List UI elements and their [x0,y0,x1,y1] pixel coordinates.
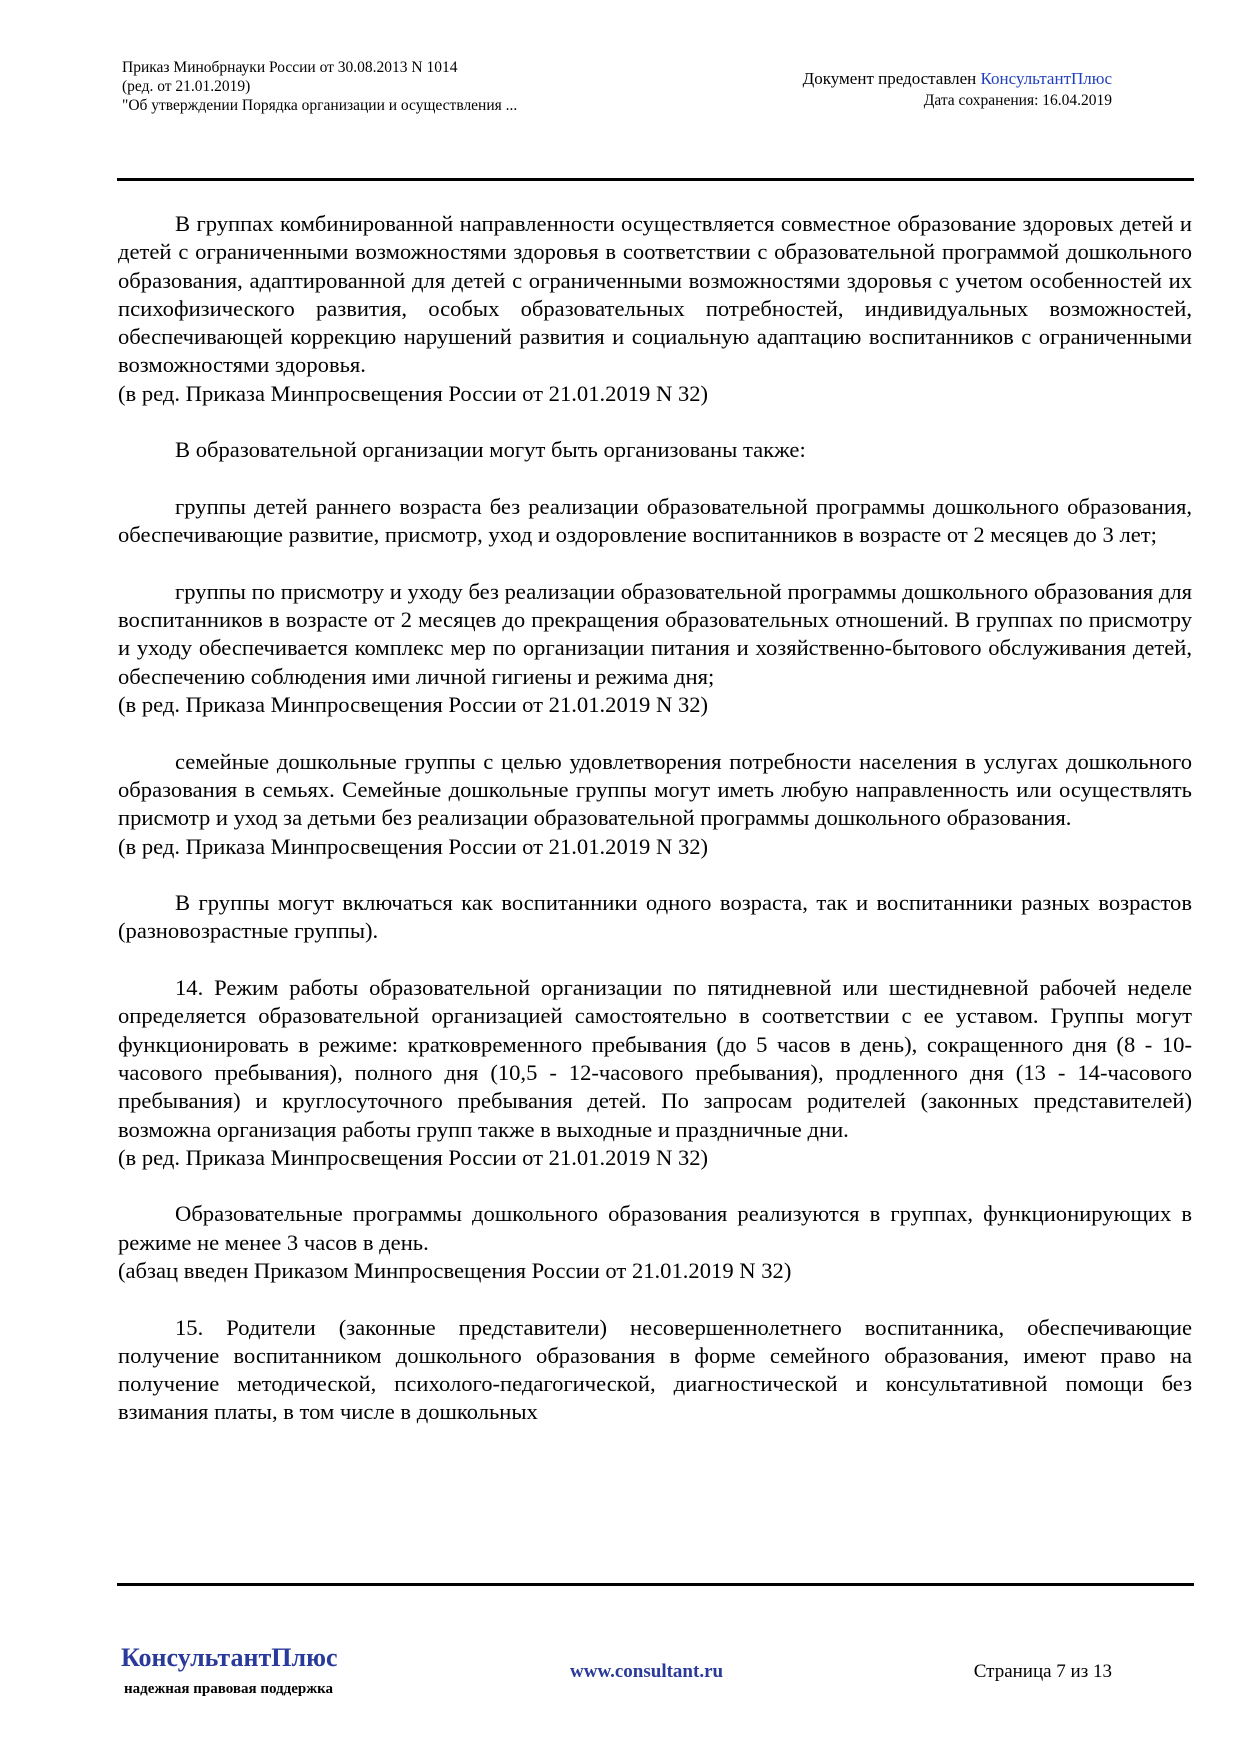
paragraph-combined-groups: В группах комбинированной направленности осуществляется совместное образование здоровых детей и детей с ограниченными возможностями здоровья в соответствии с образовательной программой дошкольного образования, адаптированной для детей с ограниченными возможностями здоровья с учетом особенностей их психофизического развития, особых образовательных потребностей, индивидуальных возможностей, обеспечивающей коррекцию нарушений развития и социальную адаптацию воспитанников с ограниченными возможностями здоровья. [118,211,1192,378]
paragraph-early-age-groups: группы детей раннего возраста без реализации образовательной программы дошкольного образования, обеспечивающие развитие, присмотр, уход и оздоровление воспитанников в возрасте от 2 месяцев до 3 лет; [118,493,1192,548]
header-order-title: Приказ Минобрнауки России от 30.08.2013 N 1014 [122,59,458,76]
provided-by-label: Документ предоставлен [802,69,981,88]
footer-brand-logo: КонсультантПлюс [121,1643,338,1672]
revision-note: (абзац введен Приказом Минпросвещения России от 21.01.2019 N 32) [118,1257,792,1283]
paragraph-15-parents: 15. Родители (законные представители) несовершеннолетнего воспитанника, обеспечивающие получение воспитанником дошкольного образования в форме семейного образования, имеют право на получение методической, психолого-педагогической, диагностической и консультативной помощи без взимания платы, в том числе в дошкольных [118,1314,1192,1425]
header-revision: (ред. от 21.01.2019) [122,78,251,95]
paragraph-care-groups: группы по присмотру и уходу без реализации образовательной программы дошкольного образования для воспитанников в возрасте от 2 месяцев до прекращения образовательных отношений. В группах по присмотру и уходу обеспечивается комплекс мер по организации питания и хозяйственно-бытового обслуживания детей, обеспечению соблюдения ими личной гигиены и режима дня; [118,578,1192,689]
paragraph-programs-duration: Образовательные программы дошкольного образования реализуются в группах, функционирующих в режиме не менее 3 часов в день. [118,1201,1192,1255]
provider-header [803,68,1112,112]
footer-divider [117,1583,1194,1586]
paragraph-groups-intro: В образовательной организации могут быть организованы также: [175,437,806,463]
header-divider [117,178,1194,181]
revision-note: (в ред. Приказа Минпросвещения России от 21.01.2019 N 32) [118,692,709,718]
document-body [118,210,1192,1427]
revision-note: (в ред. Приказа Минпросвещения России от 21.01.2019 N 32) [118,1144,709,1170]
revision-note: (в ред. Приказа Минпросвещения России от 21.01.2019 N 32) [118,833,709,859]
revision-note: (в ред. Приказа Минпросвещения России от 21.01.2019 N 32) [118,380,709,406]
paragraph-14-working-hours: 14. Режим работы образовательной организации по пятидневной или шестидневной рабочей неделе определяется образовательной организацией самостоятельно в соответствии с ее уставом. Группы могут функционировать в режиме: кратковременного пребывания (до 5 часов в день), сокращенного дня (8 - 10-часового пребывания), полного дня (10,5 - 12-часового пребывания), продленного дня (13 - 14-часового пребывания) и круглосуточного пребывания детей. По запросам родителей (законных представителей) возможна организация работы групп также в выходные и праздничные дни. [118,975,1192,1142]
paragraph-family-groups: семейные дошкольные группы с целью удовлетворения потребности населения в услугах дошкольного образования в семьях. Семейные дошкольные группы могут иметь любую направленность или осуществлять присмотр и уход за детьми без реализации образовательной программы дошкольного образования. [118,748,1192,831]
footer-tagline: надежная правовая поддержка [124,1681,334,1697]
header-order-subject: "Об утверждении Порядка организации и осуществления ... [122,97,518,114]
consultant-brand-link[interactable]: КонсультантПлюс [980,69,1112,88]
footer-website-link[interactable]: www.consultant.ru [570,1661,724,1682]
paragraph-mixed-age-groups: В группы могут включаться как воспитанники одного возраста, так и воспитанники разных возрастов (разновозрастные группы). [118,890,1192,944]
save-date: Дата сохранения: 16.04.2019 [923,92,1112,109]
document-title-header [122,58,517,115]
page-number: Страница 7 из 13 [973,1661,1112,1682]
